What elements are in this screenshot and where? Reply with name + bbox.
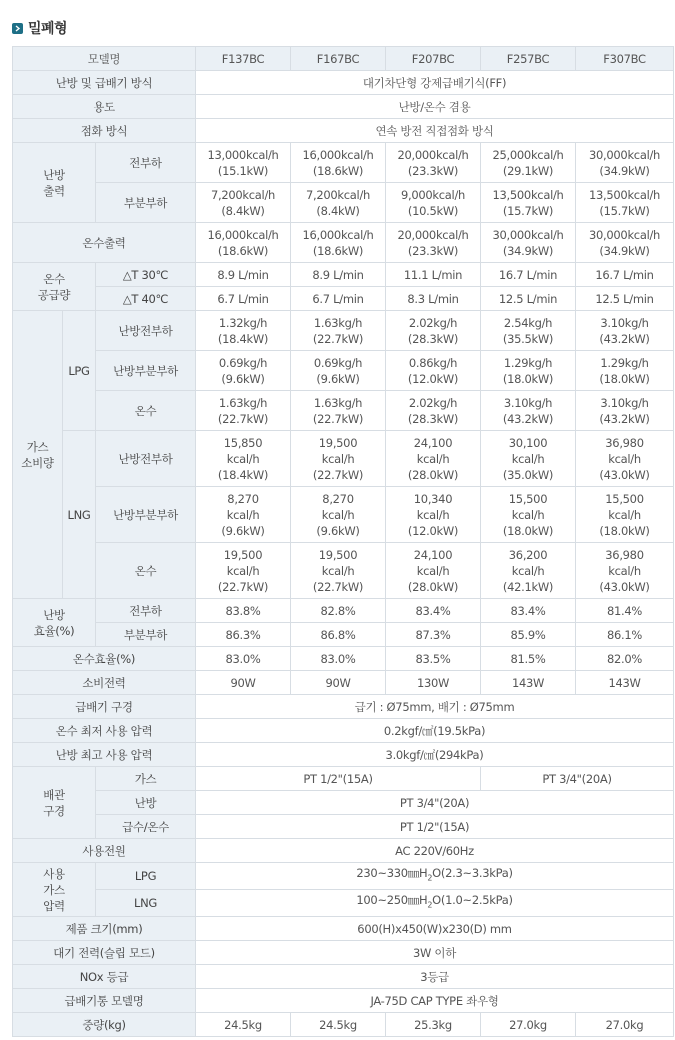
model-name: F137BC (196, 47, 291, 71)
model-name: F307BC (576, 47, 674, 71)
cell: 1.29kg/h (18.0kW) (576, 351, 674, 391)
cell: 83.4% (386, 599, 481, 623)
cell: 19,500 kcal/h (22.7kW) (196, 543, 291, 599)
cell: 25.3kg (386, 1013, 481, 1037)
cell: 143W (481, 671, 576, 695)
row-value: PT 3/4"(20A) (481, 767, 674, 791)
table-row (13, 543, 674, 599)
table-row (13, 223, 674, 263)
cell: 82.0% (576, 647, 674, 671)
row-value: PT 1/2"(15A) (196, 767, 481, 791)
cell: 3.10kg/h (43.2kW) (481, 391, 576, 431)
row-value: 연속 방전 직접점화 방식 (196, 119, 674, 143)
sub-group-label: LNG (63, 431, 96, 599)
chevron-right-icon (12, 23, 23, 34)
group-label: 난방 효율(%) (13, 599, 96, 647)
group-label: 가스 소비량 (13, 311, 63, 599)
row-value: 0.2kgf/㎠(19.5kPa) (196, 719, 674, 743)
cell: 130W (386, 671, 481, 695)
cell: 6.7 L/min (291, 287, 386, 311)
group-label: 사용 가스 압력 (13, 863, 96, 917)
cell: 83.5% (386, 647, 481, 671)
cell: 1.63kg/h (22.7kW) (291, 391, 386, 431)
cell: 27.0kg (481, 1013, 576, 1037)
row-label: LNG (96, 890, 196, 917)
row-label: 전부하 (96, 143, 196, 183)
model-name: F257BC (481, 47, 576, 71)
cell: 15,500 kcal/h (18.0kW) (576, 487, 674, 543)
table-row (13, 71, 674, 95)
row-label: 난방 (96, 791, 196, 815)
row-label: △T 40℃ (96, 287, 196, 311)
cell: 36,200 kcal/h (42.1kW) (481, 543, 576, 599)
cell: 16,000kcal/h (18.6kW) (196, 223, 291, 263)
header-row (13, 47, 674, 71)
row-label: 온수 (96, 543, 196, 599)
cell: 30,000kcal/h (34.9kW) (481, 223, 576, 263)
cell: 87.3% (386, 623, 481, 647)
table-row (13, 623, 674, 647)
cell: 2.02kg/h (28.3kW) (386, 391, 481, 431)
cell: 8,270 kcal/h (9.6kW) (291, 487, 386, 543)
table-row (13, 719, 674, 743)
table-row (13, 391, 674, 431)
cell: 27.0kg (576, 1013, 674, 1037)
cell: 8.9 L/min (291, 263, 386, 287)
cell: 1.32kg/h (18.4kW) (196, 311, 291, 351)
cell: 83.4% (481, 599, 576, 623)
cell: 86.3% (196, 623, 291, 647)
cell: 8.3 L/min (386, 287, 481, 311)
cell: 83.0% (196, 647, 291, 671)
row-label: 부분부하 (96, 623, 196, 647)
cell: 83.0% (291, 647, 386, 671)
spec-table (12, 46, 674, 1037)
cell: 90W (196, 671, 291, 695)
cell: 12.5 L/min (481, 287, 576, 311)
row-label: 급배기 구경 (13, 695, 196, 719)
row-label: 온수 최저 사용 압력 (13, 719, 196, 743)
model-label: 모델명 (13, 47, 196, 71)
row-value: 3.0kgf/㎠(294kPa) (196, 743, 674, 767)
table-row (13, 487, 674, 543)
cell: 0.86kg/h (12.0kW) (386, 351, 481, 391)
cell: 10,340 kcal/h (12.0kW) (386, 487, 481, 543)
table-row (13, 791, 674, 815)
table-row (13, 863, 674, 890)
row-label: 난방부분부하 (96, 351, 196, 391)
row-label: 점화 방식 (13, 119, 196, 143)
cell: 1.29kg/h (18.0kW) (481, 351, 576, 391)
row-label: 제품 크기(mm) (13, 917, 196, 941)
row-value: 3등급 (196, 965, 674, 989)
row-label: 대기 전력(슬립 모드) (13, 941, 196, 965)
row-value: 3W 이하 (196, 941, 674, 965)
section-title-text: 밀폐형 (28, 21, 68, 37)
table-row (13, 671, 674, 695)
table-row (13, 287, 674, 311)
row-label: 소비전력 (13, 671, 196, 695)
cell: 16.7 L/min (481, 263, 576, 287)
row-label: LPG (96, 863, 196, 890)
row-label: 난방부분부하 (96, 487, 196, 543)
sub-group-label: LPG (63, 311, 96, 431)
cell: 143W (576, 671, 674, 695)
model-name: F167BC (291, 47, 386, 71)
row-value: PT 1/2"(15A) (196, 815, 674, 839)
row-value: JA-75D CAP TYPE 좌우형 (196, 989, 674, 1013)
row-label: 가스 (96, 767, 196, 791)
table-row (13, 1013, 674, 1037)
cell: 30,000kcal/h (34.9kW) (576, 143, 674, 183)
row-label: 온수 (96, 391, 196, 431)
cell: 2.02kg/h (28.3kW) (386, 311, 481, 351)
cell: 0.69kg/h (9.6kW) (291, 351, 386, 391)
group-label (13, 143, 96, 223)
cell: 2.54kg/h (35.5kW) (481, 311, 576, 351)
row-label: 부분부하 (96, 183, 196, 223)
table-row (13, 965, 674, 989)
cell: 11.1 L/min (386, 263, 481, 287)
cell: 19,500 kcal/h (22.7kW) (291, 543, 386, 599)
cell: 81.5% (481, 647, 576, 671)
cell: 7,200kcal/h (8.4kW) (291, 183, 386, 223)
cell: 0.69kg/h (9.6kW) (196, 351, 291, 391)
cell: 8,270 kcal/h (9.6kW) (196, 487, 291, 543)
cell: 24.5kg (196, 1013, 291, 1037)
table-row (13, 263, 674, 287)
table-row (13, 183, 674, 223)
cell: 16.7 L/min (576, 263, 674, 287)
cell: 1.63kg/h (22.7kW) (291, 311, 386, 351)
cell: 13,000kcal/h (15.1kW) (196, 143, 291, 183)
cell: 20,000kcal/h (23.3kW) (386, 143, 481, 183)
cell: 3.10kg/h (43.2kW) (576, 311, 674, 351)
row-label: 사용전원 (13, 839, 196, 863)
cell: 85.9% (481, 623, 576, 647)
cell: 6.7 L/min (196, 287, 291, 311)
model-name: F207BC (386, 47, 481, 71)
cell: 1.63kg/h (22.7kW) (196, 391, 291, 431)
row-value: $100\sim 250㎜H_2O(1.0\sim 2.5kPa)$ (196, 890, 674, 917)
row-label: 난방전부하 (96, 311, 196, 351)
cell: 36,980 kcal/h (43.0kW) (576, 431, 674, 487)
row-label: 급배기통 모델명 (13, 989, 196, 1013)
cell: 8.9 L/min (196, 263, 291, 287)
row-label: 온수출력 (13, 223, 196, 263)
table-row (13, 695, 674, 719)
row-value: $230\sim 330㎜H_2O(2.3\sim 3.3kPa)$ (196, 863, 674, 890)
section-title (12, 18, 67, 38)
cell: 9,000kcal/h (10.5kW) (386, 183, 481, 223)
group-label-line: 난방 (43, 167, 65, 182)
table-row (13, 647, 674, 671)
cell: 25,000kcal/h (29.1kW) (481, 143, 576, 183)
cell: 86.8% (291, 623, 386, 647)
group-label: 온수 공급량 (13, 263, 96, 311)
table-row (13, 431, 674, 487)
cell: 36,980 kcal/h (43.0kW) (576, 543, 674, 599)
cell: 3.10kg/h (43.2kW) (576, 391, 674, 431)
row-label: 난방전부하 (96, 431, 196, 487)
cell: 13,500kcal/h (15.7kW) (576, 183, 674, 223)
cell: 13,500kcal/h (15.7kW) (481, 183, 576, 223)
cell: 30,000kcal/h (34.9kW) (576, 223, 674, 263)
table-row (13, 119, 674, 143)
cell: 15,500 kcal/h (18.0kW) (481, 487, 576, 543)
table-row (13, 599, 674, 623)
cell: 30,100 kcal/h (35.0kW) (481, 431, 576, 487)
table-row (13, 917, 674, 941)
row-value: 600(H)x450(W)x230(D) mm (196, 917, 674, 941)
cell: 24,100 kcal/h (28.0kW) (386, 431, 481, 487)
table-row (13, 815, 674, 839)
row-value: 대기차단형 강제급배기식(FF) (196, 71, 674, 95)
cell: 16,000kcal/h (18.6kW) (291, 223, 386, 263)
table-row (13, 767, 674, 791)
cell: 82.8% (291, 599, 386, 623)
cell: 24,100 kcal/h (28.0kW) (386, 543, 481, 599)
cell: 7,200kcal/h (8.4kW) (196, 183, 291, 223)
row-label: 난방 최고 사용 압력 (13, 743, 196, 767)
cell: 83.8% (196, 599, 291, 623)
table-row (13, 95, 674, 119)
cell: 81.4% (576, 599, 674, 623)
cell: 19,500 kcal/h (22.7kW) (291, 431, 386, 487)
row-label: 전부하 (96, 599, 196, 623)
cell: 12.5 L/min (576, 287, 674, 311)
group-label-line: 출력 (43, 183, 65, 198)
row-value: PT 3/4"(20A) (196, 791, 674, 815)
table-row (13, 743, 674, 767)
table-row (13, 839, 674, 863)
row-label: 난방 및 급배기 방식 (13, 71, 196, 95)
cell: 20,000kcal/h (23.3kW) (386, 223, 481, 263)
cell: 24.5kg (291, 1013, 386, 1037)
row-value: AC 220V/60Hz (196, 839, 674, 863)
table-row (13, 351, 674, 391)
row-label: 온수효율(%) (13, 647, 196, 671)
table-row (13, 890, 674, 917)
cell: 15,850 kcal/h (18.4kW) (196, 431, 291, 487)
cell: 86.1% (576, 623, 674, 647)
row-label: △T 30℃ (96, 263, 196, 287)
row-value: 급기 : Ø75mm, 배기 : Ø75mm (196, 695, 674, 719)
row-label: 급수/온수 (96, 815, 196, 839)
cell: 16,000kcal/h (18.6kW) (291, 143, 386, 183)
row-value: 난방/온수 겸용 (196, 95, 674, 119)
row-label: NOx 등급 (13, 965, 196, 989)
table-row (13, 941, 674, 965)
row-label: 용도 (13, 95, 196, 119)
table-row (13, 989, 674, 1013)
table-row (13, 143, 674, 183)
row-label: 중량(kg) (13, 1013, 196, 1037)
table-row (13, 311, 674, 351)
cell: 90W (291, 671, 386, 695)
group-label: 배관 구경 (13, 767, 96, 839)
